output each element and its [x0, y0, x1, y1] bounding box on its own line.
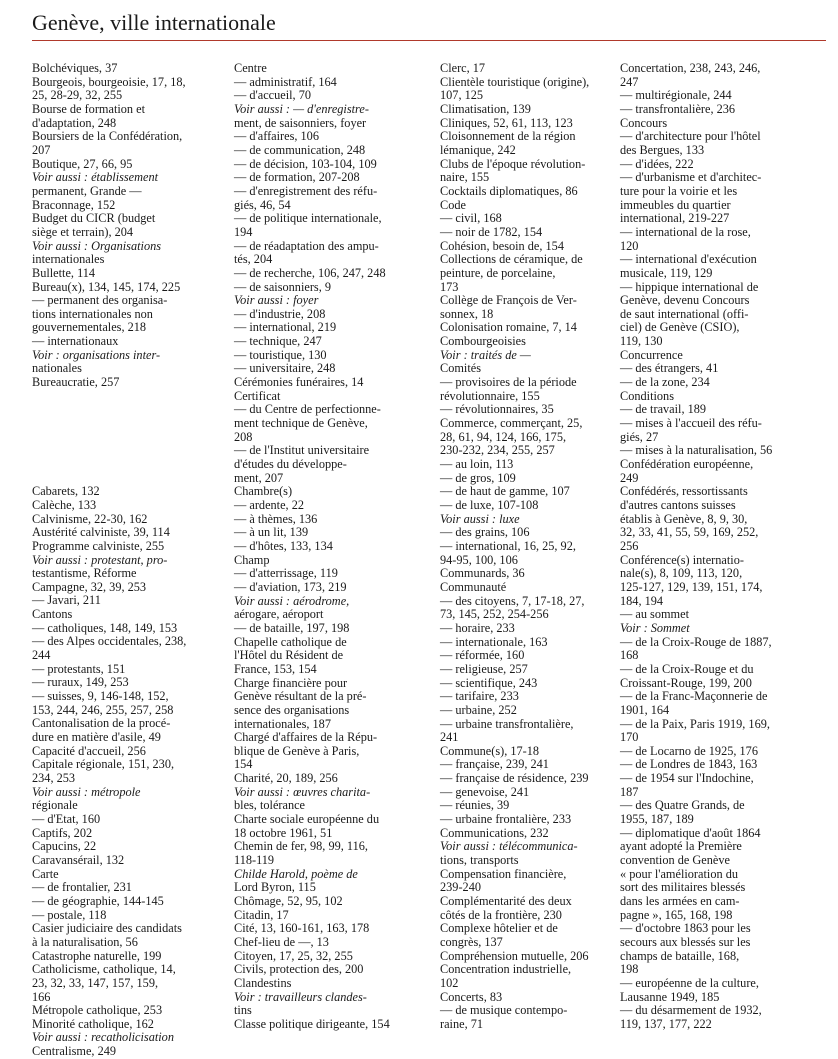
- index-line: — au loin, 113: [440, 457, 514, 472]
- index-line: convention de Genève: [620, 853, 730, 868]
- index-line: dure en matière d'asile, 49: [32, 730, 161, 745]
- index-line: — des Alpes occidentales, 238,: [32, 634, 187, 649]
- index-line: Charité, 20, 189, 256: [234, 771, 338, 786]
- index-line: tions, transports: [440, 853, 519, 868]
- index-line: Champ: [234, 552, 270, 567]
- index-line: Voir aussi : œuvres charita-: [234, 784, 371, 799]
- index-line: Collections de céramique, de: [440, 252, 583, 267]
- index-line: Bolchéviques, 37: [32, 61, 118, 75]
- index-line: — des citoyens, 7, 17-18, 27,: [440, 593, 585, 608]
- index-line: d'autres cantons suisses: [620, 498, 736, 512]
- index-line: — de Locarno de 1925, 176: [620, 743, 758, 758]
- index-line: Capacité d'accueil, 256: [32, 743, 146, 758]
- index-line: 1955, 187, 189: [620, 812, 694, 827]
- index-line: Communauté: [440, 579, 507, 594]
- index-line: — de saisonniers, 9: [234, 279, 331, 294]
- index-line: 168: [620, 648, 639, 663]
- index-line: Chef-lieu de —, 13: [234, 935, 329, 949]
- index-line: Boutique, 27, 66, 95: [32, 156, 133, 171]
- index-line: Charte sociale européenne du: [234, 812, 380, 827]
- index-line: 207: [32, 142, 51, 157]
- index-line: giés, 46, 54: [234, 197, 291, 212]
- index-line: — de l'Institut universitaire: [234, 443, 370, 458]
- index-line: Cliniques, 52, 61, 113, 123: [440, 115, 573, 130]
- index-line: l'Hôtel du Résident de: [234, 648, 344, 663]
- index-line: musicale, 119, 129: [620, 265, 713, 280]
- index-line: — international, 219: [234, 320, 337, 335]
- index-line: régionale: [32, 798, 78, 813]
- index-line: Catholicisme, catholique, 14,: [32, 962, 176, 977]
- index-line: Climatisation, 139: [440, 101, 531, 116]
- index-line: permanent, Grande —: [32, 183, 142, 198]
- index-line: Combourgeoisies: [440, 334, 526, 349]
- index-line: 18 octobre 1961, 51: [234, 825, 333, 840]
- index-line: aérogare, aéroport: [234, 607, 324, 622]
- index-line: Cantons: [32, 607, 73, 622]
- index-line: — international d'exécution: [620, 252, 757, 267]
- index-line: testantisme, Réforme: [32, 566, 137, 581]
- index-line: Citoyen, 17, 25, 32, 255: [234, 948, 353, 963]
- index-line: Conditions: [620, 388, 674, 403]
- index-line: Cloisonnement de la région: [440, 129, 576, 144]
- index-column-3: [440, 62, 636, 1032]
- index-line: 239-240: [440, 880, 481, 895]
- index-line: d'études du développe-: [234, 457, 347, 472]
- index-line: — de géographie, 144-145: [32, 893, 164, 908]
- index-line: siège et terrain), 204: [32, 224, 134, 239]
- index-line: gouvernementales, 218: [32, 320, 147, 335]
- index-line: Conférence(s) internatio-: [620, 552, 744, 567]
- index-line: Lord Byron, 115: [234, 880, 316, 895]
- index-line: Civils, protection des, 200: [234, 962, 364, 977]
- index-line: Boursiers de la Confédération,: [32, 129, 183, 144]
- index-line: Captifs, 202: [32, 825, 93, 840]
- index-line: Chemin de fer, 98, 99, 116,: [234, 839, 368, 854]
- index-line: Confédération européenne,: [620, 457, 754, 472]
- index-line: — d'industrie, 208: [234, 306, 326, 321]
- index-line: Commerce, commerçant, 25,: [440, 416, 583, 431]
- index-line: immeubles du quartier: [620, 197, 731, 212]
- index-line: Chargé d'affaires de la Répu-: [234, 730, 378, 745]
- index-line: 107, 125: [440, 88, 484, 103]
- index-line: 153, 244, 246, 255, 257, 258: [32, 702, 174, 717]
- index-line: — urbaine, 252: [440, 702, 517, 717]
- index-line: — d'aviation, 173, 219: [234, 579, 347, 594]
- index-line: — mises à la naturalisation, 56: [620, 443, 773, 458]
- index-line: Confédérés, ressortissants: [620, 484, 748, 499]
- index-line: Concours: [620, 115, 668, 130]
- index-line: — horaire, 233: [440, 620, 515, 635]
- index-spacer: [32, 390, 228, 404]
- index-line: — multirégionale, 244: [620, 88, 732, 103]
- index-line: de saut international (offi-: [620, 306, 749, 321]
- index-line: Childe Harold, poème de: [234, 866, 358, 881]
- index-line: — de la Croix-Rouge de 1887,: [620, 634, 772, 649]
- index-line: — de recherche, 106, 247, 248: [234, 265, 386, 280]
- index-line: — des Quatre Grands, de: [620, 798, 745, 813]
- index-line: Capucins, 22: [32, 839, 97, 854]
- index-column-1: [32, 62, 228, 1059]
- index-line: 198: [620, 962, 639, 977]
- index-line: 249: [620, 470, 639, 485]
- index-line: Complémentarité des deux: [440, 894, 572, 909]
- index-line: internationales: [32, 252, 105, 267]
- index-line: Colonisation romaine, 7, 14: [440, 320, 577, 335]
- index-line: Citadin, 17: [234, 907, 289, 922]
- index-line: — de bataille, 197, 198: [234, 620, 350, 635]
- index-line: Chambre(s): [234, 484, 293, 499]
- index-line: — ruraux, 149, 253: [32, 675, 129, 690]
- index-line: — des étrangers, 41: [620, 361, 719, 376]
- index-line: — de gros, 109: [440, 470, 516, 485]
- index-line: Clubs de l'époque révolution-: [440, 156, 586, 171]
- index-line: Cabarets, 132: [32, 484, 100, 499]
- index-line: — de luxe, 107-108: [440, 498, 539, 512]
- index-line: — d'architecture pour l'hôtel: [620, 129, 761, 144]
- index-line: blique de Genève à Paris,: [234, 743, 360, 758]
- index-line: des Bergues, 133: [620, 142, 705, 157]
- index-line: — urbaine frontalière, 233: [440, 812, 572, 827]
- index-spacer: [32, 403, 228, 417]
- index-line: — touristique, 130: [234, 347, 327, 362]
- index-line: — ardente, 22: [234, 498, 304, 512]
- index-line: Complexe hôtelier et de: [440, 921, 558, 936]
- index-line: — universitaire, 248: [234, 361, 336, 376]
- index-line: — d'affaires, 106: [234, 129, 319, 144]
- index-line: Bureaucratie, 257: [32, 375, 120, 390]
- index-line: 119, 137, 177, 222: [620, 1016, 712, 1031]
- index-line: Programme calviniste, 255: [32, 538, 165, 553]
- index-line: congrès, 137: [440, 935, 503, 949]
- index-line: — européenne de la culture,: [620, 975, 759, 990]
- index-line: Voir aussi : Organisations: [32, 238, 162, 253]
- index-line: Casier judiciaire des candidats: [32, 921, 182, 936]
- index-line: — de haut de gamme, 107: [440, 484, 570, 499]
- index-line: 234, 253: [32, 771, 76, 786]
- index-line: France, 153, 154: [234, 661, 317, 676]
- index-column-2: [234, 62, 430, 1032]
- index-line: — à thèmes, 136: [234, 511, 318, 526]
- index-line: 73, 145, 252, 254-256: [440, 607, 549, 622]
- index-line: nationales: [32, 361, 82, 376]
- index-line: — transfrontalière, 236: [620, 101, 736, 116]
- index-line: Chômage, 52, 95, 102: [234, 894, 343, 909]
- index-line: Clientèle touristique (origine),: [440, 74, 590, 89]
- index-line: ment, 207: [234, 470, 284, 485]
- index-line: — d'hôtes, 133, 134: [234, 538, 333, 553]
- index-spacer: [32, 417, 228, 431]
- index-line: Communications, 232: [440, 825, 549, 840]
- index-line: Campagne, 32, 39, 253: [32, 579, 147, 594]
- index-line: — française de résidence, 239: [440, 771, 589, 786]
- index-line: Centralisme, 249: [32, 1044, 117, 1059]
- index-line: Bureau(x), 134, 145, 174, 225: [32, 279, 181, 294]
- index-line: — de décision, 103-104, 109: [234, 156, 377, 171]
- index-line: — international, 16, 25, 92,: [440, 538, 576, 553]
- index-line: Concerts, 83: [440, 989, 503, 1004]
- index-line: Compensation financière,: [440, 866, 567, 881]
- index-line: 154: [234, 757, 253, 772]
- index-line: établis à Genève, 8, 9, 30,: [620, 511, 748, 526]
- index-line: Caravansérail, 132: [32, 852, 125, 867]
- index-line: internationales, 187: [234, 716, 331, 731]
- index-line: Cantonalisation de la procé-: [32, 716, 171, 731]
- index-line: Classe politique dirigeante, 154: [234, 1016, 390, 1031]
- index-line: 125-127, 129, 139, 151, 174,: [620, 579, 763, 594]
- index-line: — internationale, 163: [440, 634, 548, 649]
- index-line: peinture, de porcelaine,: [440, 265, 556, 280]
- index-line: 208: [234, 429, 253, 444]
- index-line: — administratif, 164: [234, 74, 337, 89]
- index-line: — mises à l'accueil des réfu-: [620, 416, 762, 431]
- index-line: giés, 27: [620, 429, 659, 444]
- index-line: — civil, 168: [440, 211, 502, 226]
- index-line: — réunies, 39: [440, 798, 510, 813]
- index-line: Austérité calviniste, 39, 114: [32, 525, 170, 540]
- index-line: Catastrophe naturelle, 199: [32, 948, 162, 963]
- index-line: — de frontalier, 231: [32, 880, 132, 895]
- index-line: dans les armées en cam-: [620, 894, 740, 909]
- index-line: sonnex, 18: [440, 306, 494, 321]
- index-spacer: [32, 458, 228, 472]
- index-line: Comités: [440, 361, 481, 376]
- index-line: Commune(s), 17-18: [440, 743, 540, 758]
- index-line: — de la Franc-Maçonnerie de: [620, 689, 768, 704]
- index-line: Voir : organisations inter-: [32, 347, 161, 362]
- index-line: 23, 32, 33, 147, 157, 159,: [32, 975, 159, 990]
- index-line: — d'Etat, 160: [32, 811, 101, 826]
- index-line: nale(s), 8, 109, 113, 120,: [620, 566, 743, 581]
- index-line: — noir de 1782, 154: [440, 224, 543, 239]
- index-line: Voir : travailleurs clandes-: [234, 989, 367, 1004]
- index-line: lémanique, 242: [440, 142, 516, 157]
- index-line: — scientifique, 243: [440, 675, 538, 690]
- index-line: — genevoise, 241: [440, 784, 530, 799]
- index-line: tions internationales non: [32, 306, 153, 321]
- index-line: — révolutionnaires, 35: [440, 402, 554, 417]
- index-column-4: [620, 62, 816, 1032]
- index-line: Voir aussi : foyer: [234, 293, 319, 308]
- index-line: — française, 239, 241: [440, 757, 549, 772]
- index-line: Budget du CICR (budget: [32, 211, 156, 226]
- index-line: 194: [234, 224, 253, 239]
- index-line: — de politique internationale,: [234, 211, 382, 226]
- index-line: Cité, 13, 160-161, 163, 178: [234, 921, 370, 936]
- index-line: Collège de François de Ver-: [440, 293, 577, 308]
- index-line: 256: [620, 538, 639, 553]
- index-line: Genève, devenu Concours: [620, 293, 750, 308]
- index-spacer: [32, 444, 228, 458]
- index-line: Voir : traités de —: [440, 347, 531, 362]
- index-line: — à un lit, 139: [234, 525, 309, 540]
- index-line: — du Centre de perfectionne-: [234, 402, 381, 417]
- index-line: — tarifaire, 233: [440, 689, 519, 704]
- index-line: Voir : Sommet: [620, 620, 690, 635]
- index-line: tins: [234, 1003, 252, 1018]
- index-line: — catholiques, 148, 149, 153: [32, 620, 178, 635]
- index-line: 170: [620, 730, 639, 745]
- index-line: Voir aussi : télécommunica-: [440, 839, 578, 854]
- index-line: — de la zone, 234: [620, 375, 710, 390]
- index-line: 120: [620, 238, 639, 253]
- index-line: — Javari, 211: [32, 593, 101, 608]
- index-line: Concertation, 238, 243, 246,: [620, 61, 761, 75]
- index-line: Calvinisme, 22-30, 162: [32, 511, 148, 526]
- index-line: Clerc, 17: [440, 61, 486, 75]
- index-line: Bullette, 114: [32, 265, 96, 280]
- index-line: — technique, 247: [234, 334, 322, 349]
- index-line: 173: [440, 279, 459, 294]
- index-line: — de Londres de 1843, 163: [620, 757, 758, 772]
- index-line: Cérémonies funéraires, 14: [234, 375, 364, 390]
- index-line: Cocktails diplomatiques, 86: [440, 183, 578, 198]
- index-line: — protestants, 151: [32, 661, 126, 676]
- index-line: — des grains, 106: [440, 525, 530, 540]
- index-line: 244: [32, 648, 51, 663]
- index-line: — de 1954 sur l'Indochine,: [620, 771, 754, 786]
- index-line: — de la Paix, Paris 1919, 169,: [620, 716, 770, 731]
- index-line: à la naturalisation, 56: [32, 934, 138, 949]
- index-line: 247: [620, 74, 639, 89]
- index-line: Braconnage, 152: [32, 197, 116, 212]
- index-line: Calèche, 133: [32, 497, 97, 512]
- index-line: raine, 71: [440, 1016, 484, 1031]
- index-line: ment, de saisonniers, foyer: [234, 115, 367, 130]
- index-line: « pour l'amélioration du: [620, 866, 738, 881]
- index-line: 32, 33, 41, 55, 59, 169, 252,: [620, 525, 759, 540]
- index-line: Cohésion, besoin de, 154: [440, 238, 564, 253]
- index-line: Compréhension mutuelle, 206: [440, 948, 589, 963]
- index-line: — urbaine transfrontalière,: [440, 716, 574, 731]
- page-header: [32, 8, 826, 41]
- index-spacer: [32, 431, 228, 445]
- index-line: Genève résultant de la pré-: [234, 689, 367, 704]
- index-line: Voir aussi : aérodrome,: [234, 593, 350, 608]
- index-line: — d'urbanisme et d'architec-: [620, 170, 762, 185]
- index-line: champs de bataille, 168,: [620, 948, 740, 963]
- index-line: Voir aussi : luxe: [440, 511, 520, 526]
- index-line: côtés de la frontière, 230: [440, 907, 562, 922]
- index-line: — religieuse, 257: [440, 661, 528, 676]
- index-line: 241: [440, 730, 459, 745]
- index-line: Voir aussi : métropole: [32, 784, 141, 799]
- index-line: — de musique contempo-: [440, 1003, 568, 1018]
- index-line: — d'accueil, 70: [234, 88, 311, 103]
- index-line: — diplomatique d'août 1864: [620, 825, 761, 840]
- index-line: — international de la rose,: [620, 224, 751, 239]
- index-line: pagne », 165, 168, 198: [620, 907, 733, 922]
- index-line: Charge financière pour: [234, 675, 348, 690]
- index-line: Communards, 36: [440, 566, 525, 581]
- index-line: Bourse de formation et: [32, 101, 146, 116]
- index-line: Certificat: [234, 388, 281, 403]
- page-title: Genève, ville internationale: [32, 10, 276, 35]
- index-line: — suisses, 9, 146-148, 152,: [32, 689, 169, 704]
- index-line: Chapelle catholique de: [234, 634, 347, 649]
- index-line: révolutionnaire, 155: [440, 388, 540, 403]
- index-line: Métropole catholique, 253: [32, 1003, 163, 1018]
- index-line: Concentration industrielle,: [440, 962, 572, 977]
- index-line: — de réadaptation des ampu-: [234, 238, 379, 253]
- index-spacer: [32, 472, 228, 486]
- index-line: — provisoires de la période: [440, 375, 577, 390]
- index-line: Voir aussi : protestant, pro-: [32, 552, 168, 567]
- index-line: sence des organisations: [234, 702, 350, 717]
- index-line: — de la Croix-Rouge et du: [620, 661, 754, 676]
- index-line: d'adaptation, 248: [32, 115, 117, 130]
- index-line: — de formation, 207-208: [234, 170, 360, 185]
- index-line: tés, 204: [234, 252, 273, 267]
- index-line: Bourgeois, bourgeoisie, 17, 18,: [32, 74, 186, 89]
- index-line: ment technique de Genève,: [234, 416, 368, 431]
- index-line: — postale, 118: [32, 907, 107, 922]
- index-line: ture pour la voirie et les: [620, 183, 738, 198]
- index-line: — réformée, 160: [440, 648, 525, 663]
- index-line: Code: [440, 197, 466, 212]
- index-line: Voir aussi : établissement: [32, 170, 159, 185]
- index-line: — de communication, 248: [234, 142, 366, 157]
- index-line: 187: [620, 784, 639, 799]
- index-line: Clandestins: [234, 975, 292, 990]
- index-line: — d'enregistrement des réfu-: [234, 183, 378, 198]
- index-line: 25, 28-29, 32, 255: [32, 88, 123, 103]
- index-line: ayant adopté la Première: [620, 839, 742, 854]
- index-line: — de travail, 189: [620, 402, 707, 417]
- index-line: Lausanne 1949, 185: [620, 989, 720, 1004]
- index-line: — d'octobre 1863 pour les: [620, 921, 751, 936]
- index-line: Croissant-Rouge, 199, 200: [620, 675, 752, 690]
- index-line: 119, 130: [620, 334, 663, 349]
- index-line: Capitale régionale, 151, 230,: [32, 757, 175, 772]
- index-line: — internationaux: [32, 334, 119, 349]
- index-line: 1901, 164: [620, 702, 670, 717]
- index-line: — d'atterrissage, 119: [234, 566, 338, 581]
- index-line: 184, 194: [620, 593, 664, 608]
- index-line: Carte: [32, 866, 59, 881]
- index-line: — permanent des organisa-: [32, 293, 168, 308]
- index-line: 102: [440, 975, 459, 990]
- index-line: Minorité catholique, 162: [32, 1016, 154, 1031]
- index-line: naire, 155: [440, 170, 490, 185]
- index-line: 28, 61, 94, 124, 166, 175,: [440, 429, 567, 444]
- index-line: secours aux blessés sur les: [620, 935, 751, 949]
- index-line: 166: [32, 989, 51, 1004]
- index-line: 118-119: [234, 853, 275, 868]
- index-line: — du désarmement de 1932,: [620, 1003, 762, 1018]
- index-line: Voir aussi : recatholicisation: [32, 1030, 174, 1045]
- index-line: bles, tolérance: [234, 798, 306, 813]
- index-line: international, 219-227: [620, 211, 730, 226]
- index-line: ciel) de Genève (CSIO),: [620, 320, 740, 335]
- index-line: — au sommet: [620, 607, 689, 622]
- index-line: 230-232, 234, 255, 257: [440, 443, 555, 458]
- index-line: — d'idées, 222: [620, 156, 694, 171]
- index-line: Voir aussi : — d'enregistre-: [234, 101, 369, 116]
- index-line: sort des militaires blessés: [620, 880, 746, 895]
- index-line: 94-95, 100, 106: [440, 552, 518, 567]
- index-line: Concurrence: [620, 347, 683, 362]
- index-line: — hippique international de: [620, 279, 759, 294]
- index-line: Centre: [234, 61, 267, 75]
